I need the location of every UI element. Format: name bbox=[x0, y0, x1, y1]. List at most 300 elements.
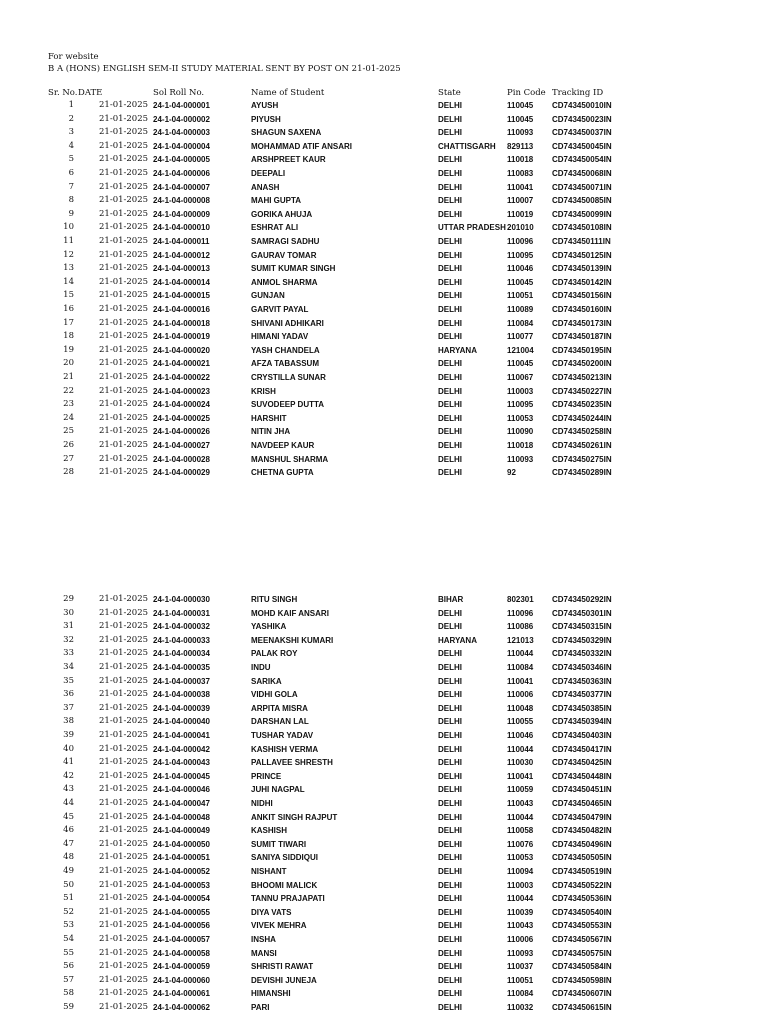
student-name: AYUSH bbox=[251, 101, 279, 110]
pin-code: 110051 bbox=[507, 975, 534, 985]
student-name: INSHA bbox=[251, 935, 276, 944]
roll-number: 24-1-04-000041 bbox=[153, 731, 210, 740]
state-cell: DELHI bbox=[438, 413, 462, 423]
sr-number: 30 bbox=[63, 607, 74, 618]
sr-number: 7 bbox=[68, 181, 74, 192]
student-name: VIVEK MEHRA bbox=[251, 921, 307, 931]
state-cell: DELHI bbox=[438, 880, 462, 890]
date-cell: 21-01-2025 bbox=[99, 331, 149, 342]
tracking-id: CD743450519IN bbox=[552, 867, 612, 876]
state-cell: DELHI bbox=[438, 196, 462, 206]
header-state: State bbox=[438, 88, 461, 98]
pin-code: 829113 bbox=[507, 141, 534, 151]
date-cell: 21-01-2025 bbox=[99, 784, 149, 795]
student-name: SHIVANI ADHIKARI bbox=[251, 318, 324, 328]
tracking-id: CD743450289IN bbox=[552, 468, 612, 478]
sr-number: 3 bbox=[68, 127, 74, 138]
date-cell: 21-01-2025 bbox=[99, 607, 149, 618]
state-cell: DELHI bbox=[438, 101, 462, 110]
sr-number: 46 bbox=[63, 825, 74, 836]
date-cell: 21-01-2025 bbox=[99, 168, 149, 178]
date-cell: 21-01-2025 bbox=[99, 743, 149, 754]
sr-number: 16 bbox=[63, 304, 74, 314]
state-cell: DELHI bbox=[438, 771, 462, 781]
pin-code: 110053 bbox=[507, 413, 534, 423]
student-name: TUSHAR YADAV bbox=[251, 731, 314, 740]
roll-number: 24-1-04-000060 bbox=[153, 975, 210, 985]
state-cell: DELHI bbox=[438, 975, 462, 985]
sr-number: 51 bbox=[63, 893, 74, 904]
tracking-id: CD743450363IN bbox=[552, 676, 612, 686]
date-cell: 21-01-2025 bbox=[99, 467, 149, 478]
student-name: SARIKA bbox=[251, 676, 282, 686]
pin-code: 110084 bbox=[507, 318, 534, 328]
pin-code: 110043 bbox=[507, 799, 534, 808]
pin-code: 110090 bbox=[507, 427, 534, 437]
roll-number: 24-1-04-000048 bbox=[153, 812, 210, 822]
pin-code: 110067 bbox=[507, 373, 534, 382]
pin-code: 110046 bbox=[507, 731, 534, 740]
state-cell: DELHI bbox=[438, 250, 462, 260]
tracking-id: CD743450479IN bbox=[552, 812, 612, 822]
roll-number: 24-1-04-000011 bbox=[153, 237, 210, 246]
student-name: KASHISH VERMA bbox=[251, 744, 319, 754]
pin-code: 110093 bbox=[507, 454, 534, 464]
state-cell: DELHI bbox=[438, 703, 462, 713]
tracking-id: CD743450292IN bbox=[552, 595, 612, 604]
tracking-id: CD743450125IN bbox=[552, 250, 612, 260]
tracking-id: CD743450315IN bbox=[552, 622, 612, 632]
student-name: RITU SINGH bbox=[251, 595, 298, 604]
pin-code: 110045 bbox=[507, 359, 534, 369]
student-name: MOHAMMAD ATIF ANSARI bbox=[251, 141, 353, 151]
date-cell: 21-01-2025 bbox=[99, 263, 149, 274]
date-cell: 21-01-2025 bbox=[99, 906, 149, 917]
roll-number: 24-1-04-000004 bbox=[153, 141, 210, 151]
roll-number: 24-1-04-000026 bbox=[153, 427, 210, 437]
date-cell: 21-01-2025 bbox=[99, 879, 149, 890]
sr-number: 48 bbox=[63, 852, 74, 863]
state-cell: DELHI bbox=[438, 921, 462, 931]
sr-number: 43 bbox=[63, 784, 74, 795]
pin-code: 110096 bbox=[507, 237, 534, 246]
student-name: SHAGUN SAXENA bbox=[251, 128, 322, 138]
sr-number: 56 bbox=[63, 961, 74, 972]
date-cell: 21-01-2025 bbox=[99, 689, 149, 700]
date-cell: 21-01-2025 bbox=[99, 399, 149, 410]
state-cell: DELHI bbox=[438, 894, 462, 904]
student-name: INDU bbox=[251, 663, 271, 672]
student-name: ANMOL SHARMA bbox=[251, 277, 318, 287]
roll-number: 24-1-04-000056 bbox=[153, 921, 210, 931]
roll-number: 24-1-04-000022 bbox=[153, 373, 210, 382]
date-cell: 21-01-2025 bbox=[99, 757, 149, 768]
date-cell: 21-01-2025 bbox=[99, 825, 149, 836]
roll-number: 24-1-04-000038 bbox=[153, 690, 210, 700]
sr-number: 52 bbox=[63, 906, 74, 917]
roll-number: 24-1-04-000045 bbox=[153, 771, 210, 781]
sr-number: 18 bbox=[63, 331, 74, 342]
student-name: BHOOMI MALICK bbox=[251, 880, 318, 890]
student-name: GORIKA AHUJA bbox=[251, 209, 313, 219]
pin-code: 121004 bbox=[507, 345, 534, 355]
tracking-id: CD743450540IN bbox=[552, 907, 612, 917]
sr-number: 34 bbox=[63, 662, 74, 672]
pin-code: 802301 bbox=[507, 595, 534, 604]
sr-number: 54 bbox=[63, 934, 74, 944]
student-name: SHRISTI RAWAT bbox=[251, 962, 314, 972]
tracking-id: CD743450615IN bbox=[552, 1003, 612, 1012]
pin-code: 110095 bbox=[507, 250, 534, 260]
date-cell: 21-01-2025 bbox=[99, 358, 149, 369]
pin-code: 110076 bbox=[507, 839, 534, 849]
date-cell: 21-01-2025 bbox=[99, 594, 149, 604]
state-cell: DELHI bbox=[438, 948, 462, 958]
roll-number: 24-1-04-000053 bbox=[153, 880, 210, 890]
student-name: GAURAV TOMAR bbox=[251, 250, 317, 260]
pin-code: 110086 bbox=[507, 622, 534, 632]
state-cell: CHATTISGARH bbox=[438, 141, 496, 151]
date-cell: 21-01-2025 bbox=[99, 181, 149, 192]
state-cell: DELHI bbox=[438, 826, 462, 836]
date-cell: 21-01-2025 bbox=[99, 947, 149, 958]
date-cell: 21-01-2025 bbox=[99, 154, 149, 165]
roll-number: 24-1-04-000051 bbox=[153, 853, 210, 863]
roll-number: 24-1-04-000023 bbox=[153, 386, 210, 396]
sr-number: 44 bbox=[63, 798, 74, 808]
student-name: PIYUSH bbox=[251, 114, 281, 124]
pin-code: 110043 bbox=[507, 921, 534, 931]
pin-code: 110045 bbox=[507, 277, 534, 287]
pin-code: 110032 bbox=[507, 1003, 534, 1012]
state-cell: DELHI bbox=[438, 663, 462, 672]
sr-number: 33 bbox=[63, 648, 74, 659]
student-name: MEENAKSHI KUMARI bbox=[251, 635, 334, 645]
date-cell: 21-01-2025 bbox=[99, 866, 149, 876]
pin-code: 110030 bbox=[507, 758, 534, 768]
sr-number: 26 bbox=[63, 440, 74, 450]
roll-number: 24-1-04-000005 bbox=[153, 155, 210, 165]
student-name: ESHRAT ALI bbox=[251, 223, 299, 233]
pin-code: 110041 bbox=[507, 182, 534, 192]
date-cell: 21-01-2025 bbox=[99, 730, 149, 740]
sr-number: 55 bbox=[63, 947, 74, 958]
sr-number: 22 bbox=[63, 385, 74, 396]
pin-code: 110041 bbox=[507, 771, 534, 781]
date-cell: 21-01-2025 bbox=[99, 893, 149, 904]
roll-number: 24-1-04-000009 bbox=[153, 209, 210, 219]
tracking-id: CD743450275IN bbox=[552, 454, 612, 464]
sr-number: 10 bbox=[63, 222, 74, 233]
sr-number: 42 bbox=[63, 770, 74, 781]
roll-number: 24-1-04-000049 bbox=[153, 826, 210, 836]
date-cell: 21-01-2025 bbox=[99, 634, 149, 645]
roll-number: 24-1-04-000059 bbox=[153, 962, 210, 972]
state-cell: DELHI bbox=[438, 731, 462, 740]
state-cell: DELHI bbox=[438, 812, 462, 822]
document-label: For website bbox=[48, 52, 99, 62]
student-name: PALAK ROY bbox=[251, 649, 298, 659]
student-name: ANASH bbox=[251, 182, 280, 192]
pin-code: 110041 bbox=[507, 676, 534, 686]
tracking-id: CD743450054IN bbox=[552, 155, 612, 165]
sr-number: 38 bbox=[63, 716, 74, 727]
student-name: VIDHI GOLA bbox=[251, 690, 298, 700]
date-cell: 21-01-2025 bbox=[99, 385, 149, 396]
tracking-id: CD743450099IN bbox=[552, 209, 612, 219]
state-cell: DELHI bbox=[438, 359, 462, 369]
state-cell: DELHI bbox=[438, 622, 462, 632]
tracking-id: CD743450496IN bbox=[552, 839, 612, 849]
pin-code: 110044 bbox=[507, 894, 534, 904]
state-cell: DELHI bbox=[438, 386, 462, 396]
date-cell: 21-01-2025 bbox=[99, 412, 149, 423]
tracking-id: CD743450451IN bbox=[552, 785, 612, 795]
tracking-id: CD743450301IN bbox=[552, 608, 612, 618]
sr-number: 2 bbox=[68, 113, 74, 124]
pin-code: 110044 bbox=[507, 812, 534, 822]
student-name: HIMANI YADAV bbox=[251, 332, 309, 342]
sr-number: 11 bbox=[63, 236, 74, 246]
sr-number: 49 bbox=[63, 866, 74, 876]
date-cell: 21-01-2025 bbox=[99, 113, 149, 124]
tracking-id: CD743450448IN bbox=[552, 771, 612, 781]
date-cell: 21-01-2025 bbox=[99, 222, 149, 233]
pin-code: 110003 bbox=[507, 386, 534, 396]
roll-number: 24-1-04-000021 bbox=[153, 359, 210, 369]
tracking-id: CD743450261IN bbox=[552, 441, 612, 450]
sr-number: 28 bbox=[63, 467, 74, 478]
sr-number: 45 bbox=[63, 811, 74, 822]
date-cell: 21-01-2025 bbox=[99, 852, 149, 863]
tracking-id: CD743450139IN bbox=[552, 264, 612, 274]
date-cell: 21-01-2025 bbox=[99, 140, 149, 151]
pin-code: 110096 bbox=[507, 608, 534, 618]
pin-code: 110007 bbox=[507, 196, 534, 206]
roll-number: 24-1-04-000058 bbox=[153, 948, 210, 958]
roll-number: 24-1-04-000018 bbox=[153, 318, 210, 328]
student-name: ARPITA MISRA bbox=[251, 703, 308, 713]
state-cell: HARYANA bbox=[438, 635, 477, 645]
roll-number: 24-1-04-000062 bbox=[153, 1003, 210, 1012]
student-name: HARSHIT bbox=[251, 413, 287, 423]
roll-number: 24-1-04-000001 bbox=[153, 101, 210, 110]
header-date: DATE bbox=[78, 88, 103, 98]
sr-number: 50 bbox=[63, 879, 74, 890]
state-cell: DELHI bbox=[438, 332, 462, 342]
pin-code: 110018 bbox=[507, 155, 534, 165]
pin-code: 110018 bbox=[507, 441, 534, 450]
tracking-id: CD743450346IN bbox=[552, 663, 612, 672]
pin-code: 110044 bbox=[507, 649, 534, 659]
date-cell: 21-01-2025 bbox=[99, 344, 149, 355]
sr-number: 19 bbox=[63, 344, 74, 355]
student-name: PALLAVEE SHRESTH bbox=[251, 758, 333, 768]
roll-number: 24-1-04-000010 bbox=[153, 223, 210, 233]
sr-number: 36 bbox=[63, 689, 74, 700]
date-cell: 21-01-2025 bbox=[99, 961, 149, 972]
state-cell: DELHI bbox=[438, 962, 462, 972]
state-cell: UTTAR PRADESH bbox=[438, 223, 506, 233]
student-name: ARSHPREET KAUR bbox=[251, 155, 326, 165]
roll-number: 24-1-04-000007 bbox=[153, 182, 210, 192]
state-cell: DELHI bbox=[438, 114, 462, 124]
state-cell: DELHI bbox=[438, 717, 462, 727]
sr-number: 23 bbox=[63, 399, 74, 410]
pin-code: 110084 bbox=[507, 989, 534, 999]
student-name: CHETNA GUPTA bbox=[251, 468, 314, 478]
state-cell: DELHI bbox=[438, 676, 462, 686]
pin-code: 110077 bbox=[507, 332, 534, 342]
pin-code: 110083 bbox=[507, 169, 534, 178]
date-cell: 21-01-2025 bbox=[99, 662, 149, 672]
sr-number: 29 bbox=[63, 594, 74, 604]
tracking-id: CD743450425IN bbox=[552, 758, 612, 768]
header-sr: Sr. No. bbox=[48, 88, 78, 98]
state-cell: DELHI bbox=[438, 182, 462, 192]
pin-code: 110045 bbox=[507, 101, 534, 110]
pin-code: 110044 bbox=[507, 744, 534, 754]
student-name: NIDHI bbox=[251, 799, 273, 808]
tracking-id: CD743450010IN bbox=[552, 101, 612, 110]
tracking-id: CD743450037IN bbox=[552, 128, 612, 138]
pin-code: 110039 bbox=[507, 907, 534, 917]
state-cell: DELHI bbox=[438, 1003, 462, 1012]
tracking-id: CD743450111IN bbox=[552, 237, 611, 246]
date-cell: 21-01-2025 bbox=[99, 811, 149, 822]
sr-number: 21 bbox=[63, 372, 74, 382]
tracking-id: CD743450160IN bbox=[552, 305, 612, 314]
tracking-id: CD743450258IN bbox=[552, 427, 612, 437]
roll-number: 24-1-04-000042 bbox=[153, 744, 210, 754]
tracking-id: CD743450482IN bbox=[552, 826, 612, 836]
state-cell: DELHI bbox=[438, 441, 462, 450]
pin-code: 110045 bbox=[507, 114, 534, 124]
state-cell: HARYANA bbox=[438, 345, 477, 355]
sr-number: 27 bbox=[63, 453, 74, 464]
tracking-id: CD743450394IN bbox=[552, 717, 612, 727]
roll-number: 24-1-04-000061 bbox=[153, 989, 210, 999]
roll-number: 24-1-04-000054 bbox=[153, 894, 210, 904]
sr-number: 59 bbox=[63, 1002, 74, 1012]
roll-number: 24-1-04-000006 bbox=[153, 169, 210, 178]
date-cell: 21-01-2025 bbox=[99, 195, 149, 206]
state-cell: DELHI bbox=[438, 608, 462, 618]
state-cell: DELHI bbox=[438, 744, 462, 754]
tracking-id: CD743450584IN bbox=[552, 962, 612, 972]
roll-number: 24-1-04-000015 bbox=[153, 291, 210, 301]
roll-number: 24-1-04-000055 bbox=[153, 907, 210, 917]
pin-code: 110089 bbox=[507, 305, 534, 314]
date-cell: 21-01-2025 bbox=[99, 770, 149, 781]
sr-number: 6 bbox=[68, 168, 74, 178]
sr-number: 15 bbox=[63, 290, 74, 301]
tracking-id: CD743450553IN bbox=[552, 921, 612, 931]
pin-code: 110058 bbox=[507, 826, 534, 836]
state-cell: DELHI bbox=[438, 853, 462, 863]
sr-number: 41 bbox=[63, 757, 74, 768]
date-cell: 21-01-2025 bbox=[99, 290, 149, 301]
pin-code: 121013 bbox=[507, 635, 534, 645]
tracking-id: CD743450195IN bbox=[552, 345, 612, 355]
pin-code: 110055 bbox=[507, 717, 534, 727]
student-name: JUHI NAGPAL bbox=[251, 785, 305, 795]
tracking-id: CD743450045IN bbox=[552, 141, 612, 151]
roll-number: 24-1-04-000031 bbox=[153, 608, 210, 618]
state-cell: DELHI bbox=[438, 155, 462, 165]
pin-code: 110093 bbox=[507, 948, 534, 958]
document-title: B A (HONS) ENGLISH SEM-II STUDY MATERIAL SENT BY POST ON 21-01-2025 bbox=[48, 64, 401, 74]
state-cell: BIHAR bbox=[438, 595, 464, 604]
state-cell: DELHI bbox=[438, 839, 462, 849]
state-cell: DELHI bbox=[438, 128, 462, 138]
sr-number: 4 bbox=[68, 140, 74, 151]
student-name: AFZA TABASSUM bbox=[251, 359, 319, 369]
date-cell: 21-01-2025 bbox=[99, 372, 149, 382]
pin-code: 110095 bbox=[507, 400, 534, 410]
header-pin: Pin Code bbox=[507, 88, 546, 98]
date-cell: 21-01-2025 bbox=[99, 675, 149, 686]
date-cell: 21-01-2025 bbox=[99, 920, 149, 931]
sr-number: 24 bbox=[63, 412, 74, 423]
tracking-id: CD743450142IN bbox=[552, 277, 612, 287]
student-name: SUVODEEP DUTTA bbox=[251, 400, 325, 410]
student-name: NAVDEEP KAUR bbox=[251, 441, 315, 450]
roll-number: 24-1-04-000052 bbox=[153, 867, 210, 876]
roll-number: 24-1-04-000019 bbox=[153, 332, 210, 342]
student-name: SAMRAGI SADHU bbox=[251, 237, 320, 246]
date-cell: 21-01-2025 bbox=[99, 934, 149, 944]
state-cell: DELHI bbox=[438, 935, 462, 944]
roll-number: 24-1-04-000037 bbox=[153, 676, 210, 686]
tracking-id: CD743450377IN bbox=[552, 690, 612, 700]
date-cell: 21-01-2025 bbox=[99, 317, 149, 328]
sr-number: 58 bbox=[63, 988, 74, 999]
roll-number: 24-1-04-000014 bbox=[153, 277, 210, 287]
sr-number: 39 bbox=[63, 730, 74, 740]
tracking-id: CD743450227IN bbox=[552, 386, 612, 396]
tracking-id: CD743450465IN bbox=[552, 799, 612, 808]
roll-number: 24-1-04-000002 bbox=[153, 114, 210, 124]
tracking-id: CD743450156IN bbox=[552, 291, 612, 301]
sr-number: 5 bbox=[68, 154, 74, 165]
roll-number: 24-1-04-000050 bbox=[153, 839, 210, 849]
state-cell: DELHI bbox=[438, 237, 462, 246]
student-name: DEEPALI bbox=[251, 169, 286, 178]
student-name: PRINCE bbox=[251, 771, 282, 781]
sr-number: 53 bbox=[63, 920, 74, 931]
student-name: GARVIT PAYAL bbox=[251, 305, 309, 314]
student-name: KASHISH bbox=[251, 826, 288, 836]
roll-number: 24-1-04-000016 bbox=[153, 305, 210, 314]
student-name: DIYA VATS bbox=[251, 907, 292, 917]
pin-code: 201010 bbox=[507, 223, 534, 233]
date-cell: 21-01-2025 bbox=[99, 838, 149, 849]
student-name: ANKIT SINGH RAJPUT bbox=[251, 812, 338, 822]
pin-code: 110019 bbox=[507, 209, 534, 219]
date-cell: 21-01-2025 bbox=[99, 974, 149, 985]
sr-number: 1 bbox=[68, 100, 74, 110]
state-cell: DELHI bbox=[438, 305, 462, 314]
tracking-id: CD743450244IN bbox=[552, 413, 612, 423]
state-cell: DELHI bbox=[438, 907, 462, 917]
state-cell: DELHI bbox=[438, 277, 462, 287]
tracking-id: CD743450332IN bbox=[552, 649, 612, 659]
pin-code: 92 bbox=[507, 468, 516, 478]
sr-number: 37 bbox=[63, 702, 74, 713]
student-name: SANIYA SIDDIQUI bbox=[251, 853, 318, 863]
state-cell: DELHI bbox=[438, 690, 462, 700]
